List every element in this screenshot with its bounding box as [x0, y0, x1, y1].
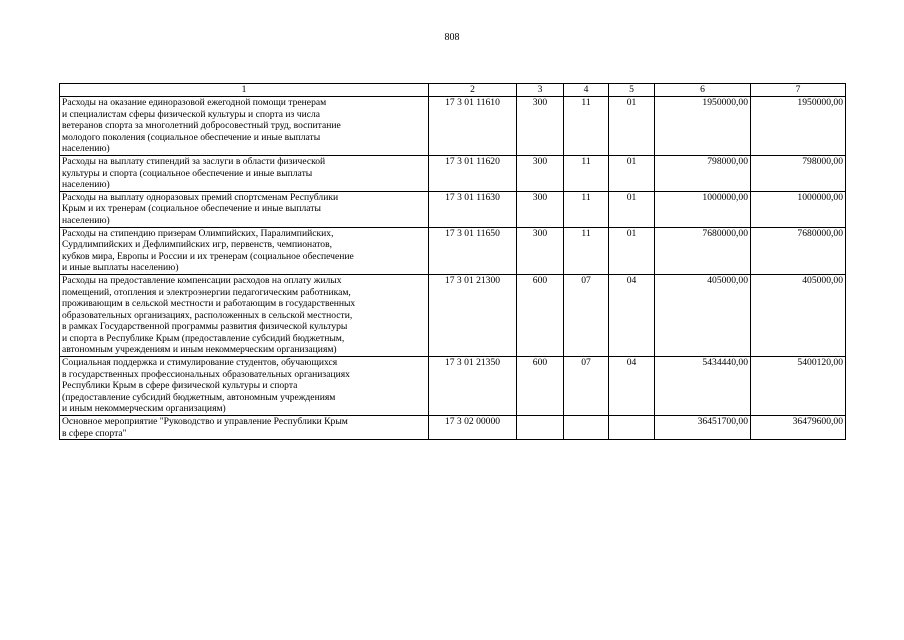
amount-year-1: 1000000,00 — [655, 191, 751, 227]
amount-year-2: 36479600,00 — [751, 416, 846, 440]
section-code: 07 — [564, 274, 609, 356]
target-article-code: 17 3 02 00000 — [429, 416, 517, 440]
subsection-code: 04 — [609, 357, 655, 416]
expense-group: 300 — [517, 191, 564, 227]
column-header-5: 5 — [609, 84, 655, 97]
subsection-code: 04 — [609, 274, 655, 356]
amount-year-2: 1000000,00 — [751, 191, 846, 227]
amount-year-1: 7680000,00 — [655, 227, 751, 274]
expense-name: Расходы на предоставление компенсации расходов на оплату жилых помещений, отопления и электроэнергии педагогическим работникам, проживающим в сельской местности и работающим в государственных образовательных организациях, расположенных в сельской местности, в рамках Государственной программы развития физической культуры и спорта в Республике Крым (предоставление субсидий бюджетным, автономным учреждениям и иным некоммерческим организациям) — [60, 274, 429, 356]
subsection-code: 01 — [609, 97, 655, 156]
header-row — [60, 84, 846, 97]
column-header-6: 6 — [655, 84, 751, 97]
section-code: 11 — [564, 97, 609, 156]
table-row — [60, 155, 846, 191]
section-code — [564, 416, 609, 440]
budget-table — [59, 83, 846, 440]
target-article-code: 17 3 01 21350 — [429, 357, 517, 416]
amount-year-1: 5434440,00 — [655, 357, 751, 416]
subsection-code — [609, 416, 655, 440]
page-number: 808 — [444, 32, 460, 43]
column-header-3: 3 — [517, 84, 564, 97]
table-row — [60, 274, 846, 356]
amount-year-1: 798000,00 — [655, 155, 751, 191]
expense-group: 300 — [517, 97, 564, 156]
table-row — [60, 191, 846, 227]
table-row — [60, 227, 846, 274]
subsection-code: 01 — [609, 227, 655, 274]
expense-name: Основное мероприятие "Руководство и управление Республики Крым в сфере спорта" — [60, 416, 429, 440]
expense-name: Расходы на выплату стипендий за заслуги в области физической культуры и спорта (социальное обеспечение и иные выплаты населению) — [60, 155, 429, 191]
expense-name: Расходы на выплату одноразовых премий спортсменам Республики Крым и их тренерам (социальное обеспечение и иные выплаты населению) — [60, 191, 429, 227]
subsection-code: 01 — [609, 155, 655, 191]
subsection-code: 01 — [609, 191, 655, 227]
column-header-4: 4 — [564, 84, 609, 97]
section-code: 11 — [564, 155, 609, 191]
column-header-2: 2 — [429, 84, 517, 97]
target-article-code: 17 3 01 11630 — [429, 191, 517, 227]
amount-year-2: 5400120,00 — [751, 357, 846, 416]
expense-group: 300 — [517, 227, 564, 274]
amount-year-1: 405000,00 — [655, 274, 751, 356]
amount-year-1: 36451700,00 — [655, 416, 751, 440]
section-code: 07 — [564, 357, 609, 416]
section-code: 11 — [564, 227, 609, 274]
amount-year-2: 798000,00 — [751, 155, 846, 191]
table-row — [60, 416, 846, 440]
target-article-code: 17 3 01 11610 — [429, 97, 517, 156]
target-article-code: 17 3 01 11620 — [429, 155, 517, 191]
target-article-code: 17 3 01 21300 — [429, 274, 517, 356]
target-article-code: 17 3 01 11650 — [429, 227, 517, 274]
column-header-7: 7 — [751, 84, 846, 97]
column-header-1: 1 — [60, 84, 429, 97]
expense-name: Расходы на стипендию призерам Олимпийских, Паралимпийских, Сурдлимпийских и Дефлимпийских игр, первенств, чемпионатов, кубков мира, Европы и России и их тренерам (социальное обеспечение и иные выплаты населению) — [60, 227, 429, 274]
amount-year-2: 405000,00 — [751, 274, 846, 356]
expense-group: 300 — [517, 155, 564, 191]
expense-name: Социальная поддержка и стимулирование студентов, обучающихся в государственных профессиональных образовательных организациях Республики Крым в сфере физической культуры и спорта (предоставление субсидий бюджетным, автономным учреждениям и иным некоммерческим организациям) — [60, 357, 429, 416]
amount-year-1: 1950000,00 — [655, 97, 751, 156]
expense-group — [517, 416, 564, 440]
table-row — [60, 97, 846, 156]
table-row — [60, 357, 846, 416]
section-code: 11 — [564, 191, 609, 227]
amount-year-2: 1950000,00 — [751, 97, 846, 156]
expense-group: 600 — [517, 357, 564, 416]
expense-name: Расходы на оказание единоразовой ежегодной помощи тренерам и специалистам сферы физической культуры и спорта из числа ветеранов спорта за многолетний добросовестный труд, воспитание молодого поколения (социальное обеспечение и иные выплаты населению) — [60, 97, 429, 156]
expense-group: 600 — [517, 274, 564, 356]
amount-year-2: 7680000,00 — [751, 227, 846, 274]
